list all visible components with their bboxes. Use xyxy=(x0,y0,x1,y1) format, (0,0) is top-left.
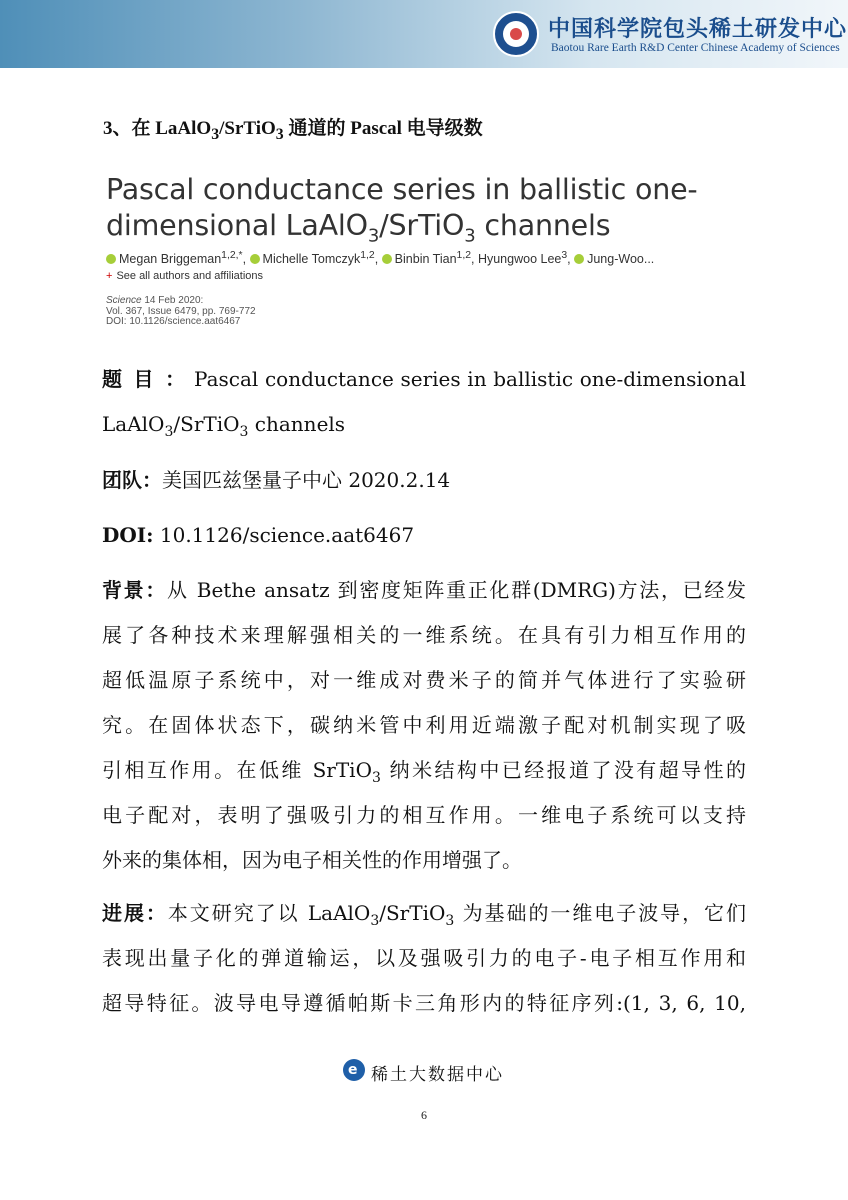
author-name[interactable]: Jung-Woo... xyxy=(587,252,655,267)
doi-line xyxy=(102,513,746,558)
doi-label: DOI: xyxy=(102,523,154,547)
header-band xyxy=(0,0,848,68)
cas-logo-icon xyxy=(493,11,539,57)
see-all-authors-link[interactable]: + See all authors and affiliations xyxy=(106,270,263,282)
progress-paragraph: 进展：本文研究了以 LaAlO$_3$/SrTiO$_3$ 为基础的一维电子波导，它们 表现出量子化的弹道输运，以及强吸引力的电子-电子相互作用和 超导特征。波导电导遵循帕斯卡三角形内的特征序列:(1, 3, 6, 10, xyxy=(102,901,747,1015)
author-name[interactable]: Megan Briggeman xyxy=(119,252,222,267)
background-label: 背景： xyxy=(102,578,168,602)
team-line: 团队：美国匹兹堡量子中心 2020.2.14 xyxy=(102,468,451,492)
doi-value[interactable]: 10.1126/science.aat6467 xyxy=(153,523,415,547)
section-title: 3、在 LaAlO$_3$/SrTiO$_3$ 通道的 Pascal 电导级数 xyxy=(103,118,483,143)
orcid-icon xyxy=(106,254,116,264)
plus-icon: + xyxy=(106,270,113,282)
author-list: Megan Briggeman$^{1,2,*}$, Michelle Tomczyk$^{1,2}$, Binbin Tian$^{1,2}$, Hyungwoo Lee$^3$, Jung-Woo... xyxy=(106,250,654,266)
page-number: 6 xyxy=(421,1108,427,1122)
author-name[interactable]: Binbin Tian xyxy=(394,252,457,267)
topic-label: 题 目 ： xyxy=(102,367,188,391)
org-name-en: Baotou Rare Earth R&D Center Chinese Academy of Sciences xyxy=(551,42,840,54)
org-name-cn: 中国科学院包头稀土研发中心 xyxy=(548,17,848,42)
author-name[interactable]: Hyungwoo Lee xyxy=(477,252,562,267)
orcid-icon xyxy=(250,254,260,264)
topic-paragraph: 题 目 ： Pascal conductance series in ballistic one-dimensional LaAlO$_3$/SrTiO$_3$ channels xyxy=(102,367,746,440)
team-label: 团队： xyxy=(102,468,162,492)
orcid-icon xyxy=(574,254,584,264)
journal-info: Science 14 Feb 2020: Vol. 367, Issue 6479, pp. 769-772 DOI: 10.1126/science.aat6467 xyxy=(106,295,256,327)
author-name[interactable]: Michelle Tomczyk xyxy=(262,252,361,267)
progress-label: 进展： xyxy=(102,901,168,925)
background-paragraph: 背景：从 Bethe ansatz 到密度矩阵重正化群(DMRG)方法，已经发 展了各种技术来理解强相关的一维系统。在具有引力相互作用的 超低温原子系统中，对一维成对费米子的简并气体进行了实验研 究。在固体状态下，碳纳米管中利用近端激子配对机制实现了吸 引相互作用。在低维 SrTiO$_3$ 纳米结构中已经报道了没有超导性的 电子配对，表明了强吸引力的相互作用。一维电子系统可以支持 外来的集体相，因为电子相关性的作用增强了。 xyxy=(102,578,747,872)
orcid-icon xyxy=(382,254,392,264)
article-snapshot-title: Pascal conductance series in ballistic one- dimensional LaAlO$_3$/SrTiO$_3$ channels xyxy=(106,173,698,247)
footer-center-name: 稀土大数据中心 xyxy=(371,1065,504,1085)
rare-earth-bigdata-logo-icon: e xyxy=(343,1059,365,1081)
